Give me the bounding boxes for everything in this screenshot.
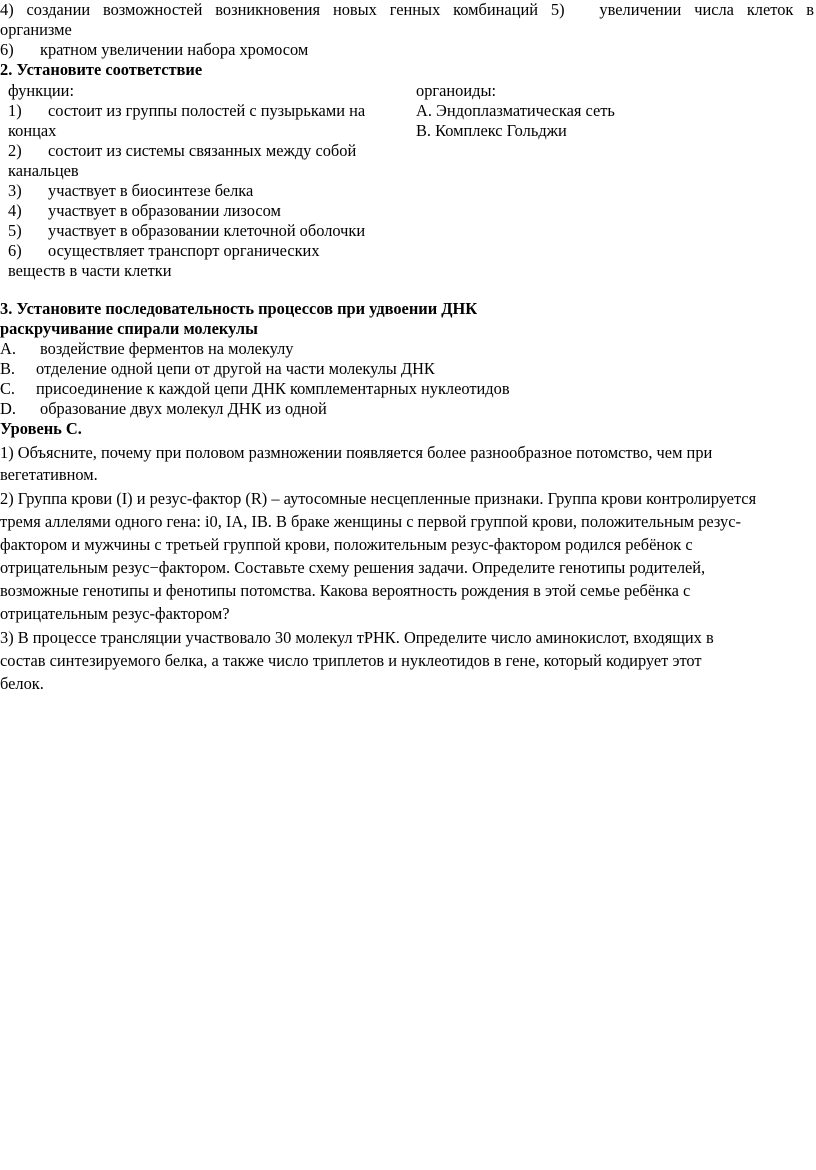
level-c-line: возможные генотипы и фенотипы потомства. Какова вероятность рождения в этой семье ребёнка с [0,581,691,600]
sequence-item-a: A. воздействие ферментов на молекулу [0,339,294,358]
organoids-header: органоиды: [416,81,497,100]
organoid-b: В. Комплекс Гольджи [416,121,567,140]
function-item-1: 1) состоит из группы полостей с пузырьками на [8,101,366,120]
function-item-2: 2) состоит из системы связанных между собой [8,141,357,160]
level-c-line: 2) Группа крови (I) и резус-фактор (R) – аутосомные несцепленные признаки. Группа крови контролируется [0,489,757,508]
option-5-number: 5) [550,0,565,19]
level-c-line: фактором и мужчины с третьей группой крови, положительным резус-фактором родился ребёнок с [0,535,693,554]
level-c-line: 1) Объясните, почему при половом размножении появляется более разнообразное потомство, чем при [0,443,713,462]
option-4-word: новых [332,0,377,19]
function-item-4: 4) участвует в образовании лизосом [8,201,281,220]
level-c-line: отрицательным резус−фактором. Составьте схему решения задачи. Определите генотипы родителей, [0,558,706,577]
option-6 [0,40,308,60]
question-3-title: 3. Установите последовательность процессов при удвоении ДНК [0,299,478,318]
option-6-text: кратном увеличении набора хромосом [40,40,309,59]
option-4-word: комбинаций [453,0,539,19]
option-5-word: увеличении [599,0,682,19]
functions-header: функции: [8,81,75,100]
option-5-word: в [806,0,814,19]
level-c-line: вегетативном. [0,465,98,484]
function-item-3: 3) участвует в биосинтезе белка [8,181,254,200]
option-4-number: 4) [0,0,14,19]
level-c-line: тремя аллелями одного гена: i0, IA, IB. В браке женщины с первой группой крови, положительным резус- [0,512,741,531]
level-c-line: состав синтезируемого белка, а также число триплетов и нуклеотидов в гене, который кодирует этот [0,651,702,670]
sequence-item-b: B. отделение одной цепи от другой на части молекулы ДНК [0,359,435,378]
question-3-subtitle: раскручивание спирали молекулы [0,319,258,338]
sequence-item-c: C. присоединение к каждой цепи ДНК комплементарных нуклеотидов [0,379,510,398]
organoid-a: А. Эндоплазматическая сеть [416,101,615,120]
option-4-word: возникновения [215,0,321,19]
sequence-item-d: D. образование двух молекул ДНК из одной [0,399,327,418]
function-item-6: 6) осуществляет транспорт органических [8,241,320,260]
option-5-word: числа [694,0,734,19]
option-4-word: возможностей [102,0,203,19]
level-c-line: отрицательным резус-фактором? [0,604,230,623]
function-item-5: 5) участвует в образовании клеточной оболочки [8,221,366,240]
level-c-line: 3) В процессе трансляции участвовало 30 молекул тРНК. Определите число аминокислот, входящих в [0,628,714,647]
level-c-line: белок. [0,674,44,693]
option-4-word: генных [389,0,441,19]
question-2-title: 2. Установите соответствие [0,60,203,79]
level-c-title: Уровень С. [0,419,82,438]
option-4-word: создании [26,0,91,19]
option-4-continuation: организме [0,20,72,39]
answer-options-row-4-5 [0,0,814,20]
function-item-2-continuation: канальцев [8,161,79,180]
option-6-number: 6) [0,40,14,59]
function-item-1-continuation: концах [8,121,57,140]
function-item-6-continuation: веществ в части клетки [8,261,172,280]
option-5-word: клеток [746,0,794,19]
